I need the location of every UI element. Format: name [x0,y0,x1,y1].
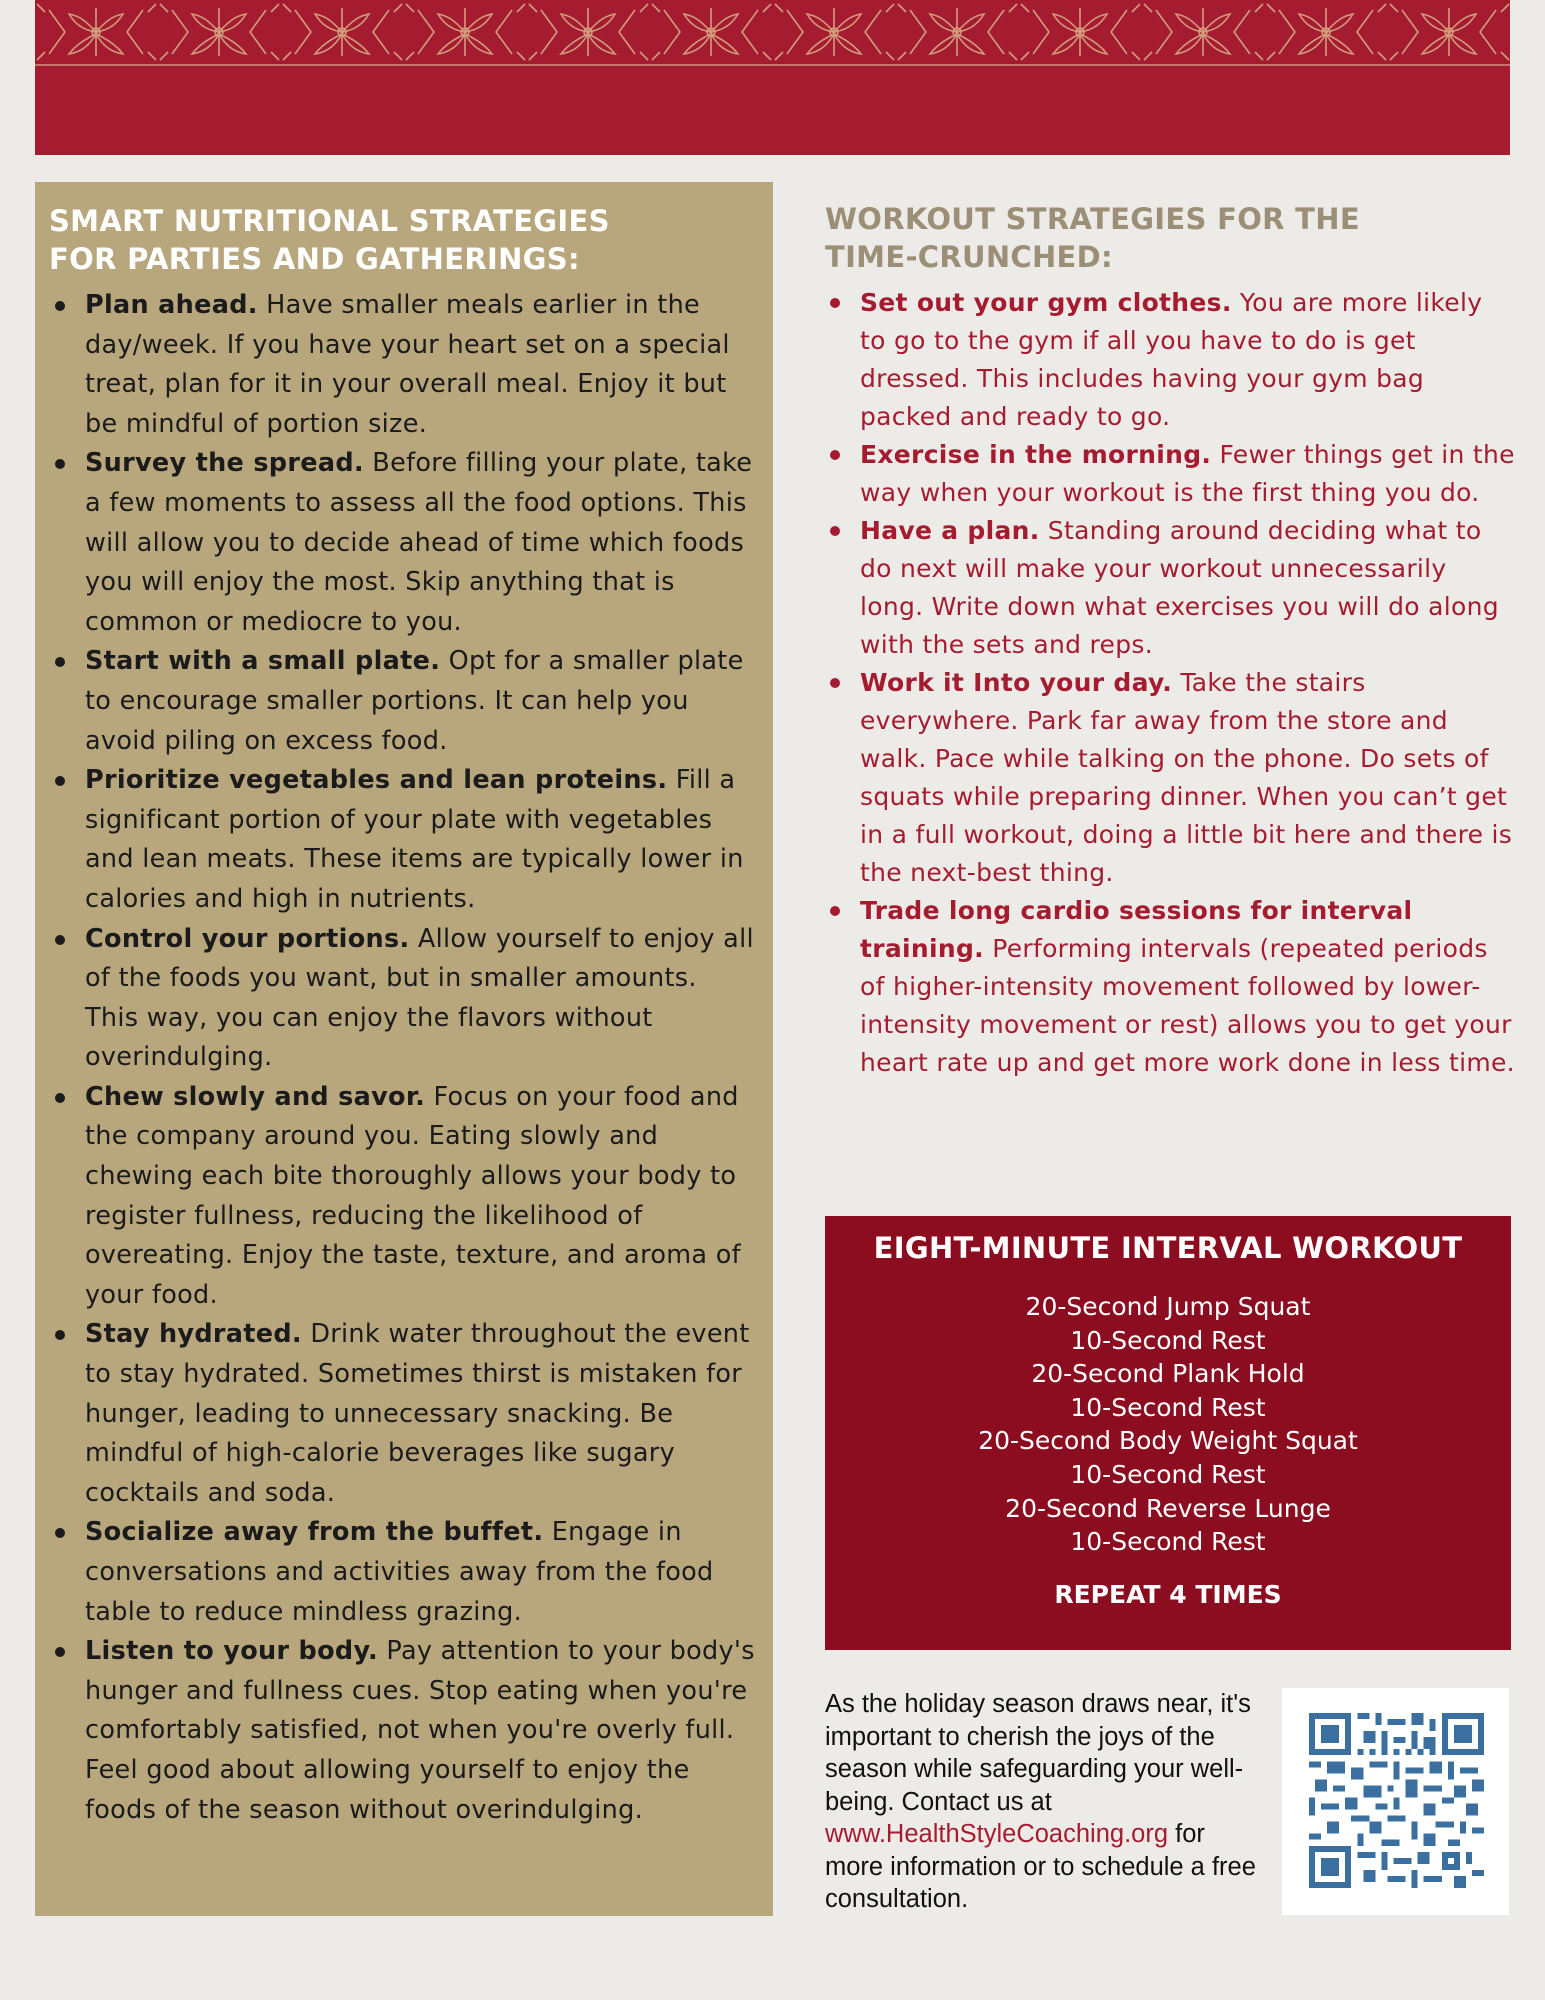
list-item [49,1078,755,1316]
list-item [825,512,1515,664]
list-item [49,642,755,761]
item-text: Pay attention to your body's hunger and fullness cues. Stop eating when you're comfortably satisfied, not when you're overly full. Feel good about allowing yourself to enjoy the foods of the season without overindulging. [85,1636,755,1825]
nutrition-list [49,286,755,1830]
item-text: Engage in conversations and activities away from the food table to reduce mindless grazing. [85,1517,714,1627]
list-item [49,1513,755,1632]
interval-step: 20-Second Reverse Lunge [1005,1493,1331,1523]
item-heading: Set out your gym clothes. [860,288,1232,317]
contact-text-outro: for more information or to schedule a free consultation. [825,1820,1256,1913]
website-link[interactable]: www.HealthStyleCoaching.org [825,1820,1169,1848]
nutrition-title-line1: SMART NUTRITIONAL STRATEGIES [49,204,610,238]
workout-title-line2: TIME-CRUNCHED: [825,240,1113,274]
item-heading: Exercise in the morning. [860,440,1212,469]
item-text: Before filling your plate, take a few moments to assess all the food options. This will allow you to decide ahead of time which foods you will enjoy the most. Skip anything that is common or mediocre to you. [85,448,753,637]
item-text: You are more likely to go to the gym if all you have to do is get dressed. This includes having your gym bag packed and ready to go. [860,288,1483,431]
list-item [49,444,755,642]
item-heading: Stay hydrated. [85,1319,302,1350]
nutrition-title [49,202,755,278]
item-heading: Listen to your body. [85,1636,379,1667]
item-heading: Control your portions. [85,923,410,954]
list-item [825,892,1515,1082]
list-item [825,436,1515,512]
item-text: Performing intervals (repeated periods of higher-intensity movement followed by lower-intensity movement or rest) allows you to get your heart rate up and get more work done in less time. [860,934,1515,1077]
item-text: Have smaller meals earlier in the day/week. If you have your heart set on a special treat, plan for it in your overall meal. Enjoy it but be mindful of portion size. [85,290,730,439]
item-text: Focus on your food and the company around you. Eating slowly and chewing each bite thoroughly allows your body to register fullness, reducing the likelihood of overeating. Enjoy the taste, texture, and aroma of your food. [85,1081,741,1310]
nutrition-title-line2: FOR PARTIES AND GATHERINGS: [49,242,580,276]
list-item [49,1632,755,1830]
interval-steps [825,1290,1511,1559]
list-item [49,920,755,1078]
item-text: Standing around deciding what to do next will make your workout unnecessarily long. Write down what exercises you will do along with the sets and reps. [860,516,1499,659]
item-heading: Prioritize vegetables and lean proteins. [85,765,668,796]
workout-list [825,284,1515,1082]
item-text: Allow yourself to enjoy all of the foods you want, but in smaller amounts. This way, you can enjoy the flavors without overindulging. [85,923,754,1073]
interval-step: 10-Second Rest [1070,1392,1266,1422]
item-heading: Work it Into your day. [860,668,1173,697]
interval-step: 10-Second Rest [1070,1325,1266,1355]
qr-code-icon [1309,1713,1484,1888]
item-text: Fewer things get in the way when your workout is the first thing you do. [860,440,1515,507]
header-banner [35,0,1510,155]
nutrition-panel [35,182,773,1916]
interval-step: 10-Second Rest [1070,1459,1266,1489]
contact-text-intro: As the holiday season draws near, it's important to cherish the joys of the season while safeguarding your well-being. Contact us at [825,1690,1251,1816]
interval-step: 20-Second Plank Hold [1031,1359,1305,1389]
item-heading: Start with a small plate. [85,646,441,677]
qr-code[interactable] [1282,1688,1509,1915]
repeat-label: REPEAT 4 TIMES [1054,1579,1282,1609]
item-heading: Chew slowly and savor. [85,1081,426,1112]
item-heading: Trade long cardio sessions for interval training. [860,896,1413,963]
item-text: Drink water throughout the event to stay hydrated. Sometimes thirst is mistaken for hunger, leading to unnecessary snacking. Be mindful of high-calorie beverages like sugary cocktails and soda. [85,1319,750,1508]
interval-workout-box [825,1216,1511,1650]
workout-title-line1: WORKOUT STRATEGIES FOR THE [825,202,1360,236]
item-heading: Have a plan. [860,516,1040,545]
ornamental-pattern [35,0,1510,70]
list-item [825,664,1515,892]
item-text: Fill a significant portion of your plate with vegetables and lean meats. These items are typically lower in calories and high in nutrients. [85,765,744,914]
item-heading: Plan ahead. [85,290,258,320]
interval-workout-title: EIGHT-MINUTE INTERVAL WORKOUT [873,1231,1463,1265]
contact-text [825,1688,1265,1916]
item-heading: Survey the spread. [85,448,364,479]
item-heading: Socialize away from the buffet. [85,1517,544,1548]
list-item [825,284,1515,436]
interval-step: 10-Second Rest [1070,1527,1266,1557]
item-text: Opt for a smaller plate to encourage smaller portions. It can help you avoid piling on excess food. [85,646,744,756]
list-item [49,761,755,919]
interval-step: 20-Second Body Weight Squat [978,1426,1358,1456]
workout-title [825,200,1505,276]
interval-step: 20-Second Jump Squat [1025,1292,1311,1321]
list-item [49,1315,755,1513]
item-text: Take the stairs everywhere. Park far away from the store and walk. Pace while talking on the phone. Do sets of squats while preparing dinner. When you can’t get in a full workout, doing a little bit here and there is the next-best thing. [860,668,1513,887]
list-item [49,286,755,444]
